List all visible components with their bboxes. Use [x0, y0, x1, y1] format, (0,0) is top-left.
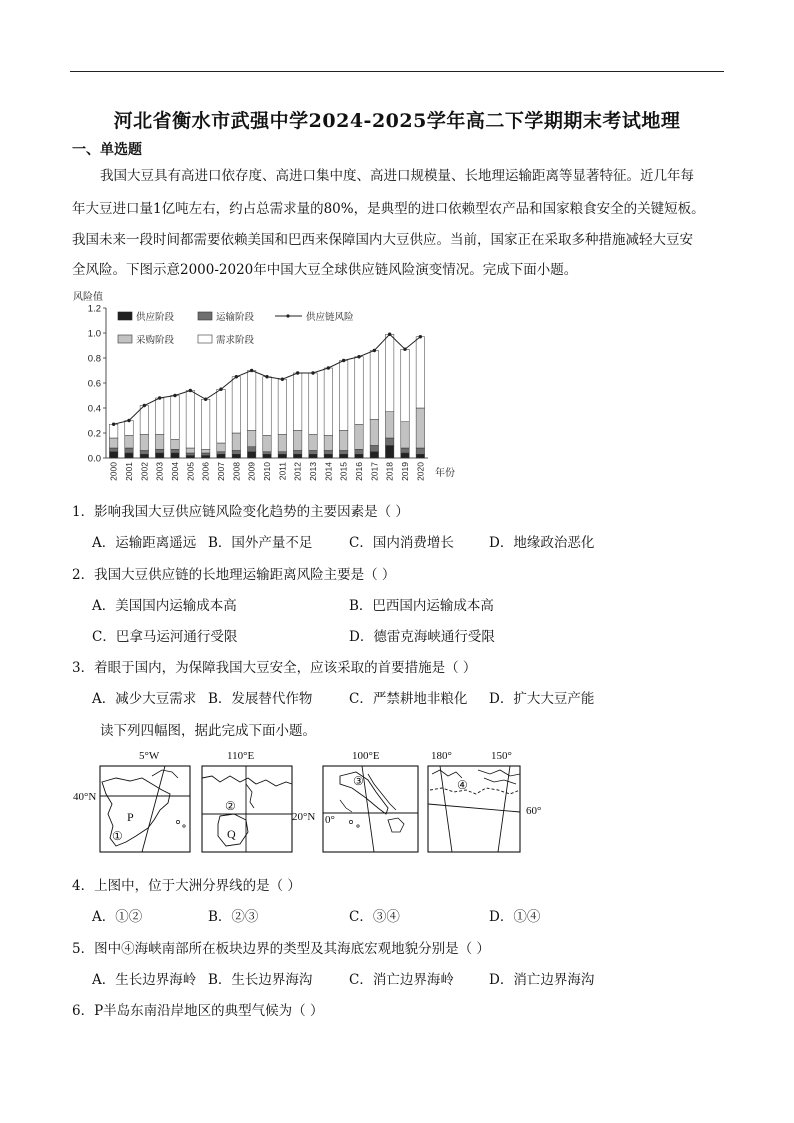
bar-segment [201, 453, 209, 456]
chart-ylabel: 风险值 [73, 292, 103, 303]
q3-option-a[interactable]: A．减少大豆需求 [92, 691, 197, 707]
x-tick-label: 2011 [277, 462, 288, 481]
question-2: 2．我国大豆供应链的长地理运输距离风险主要是（ ） [72, 567, 396, 583]
map1-lon-label: 5°W [139, 750, 160, 762]
q2-option-b[interactable]: B．巴西国内运输成本高 [349, 598, 494, 614]
x-tick-label: 2000 [108, 462, 119, 481]
bar-segment [355, 454, 363, 458]
risk-point [373, 349, 376, 352]
map1-label-p: P [127, 810, 134, 824]
bar-segment [370, 351, 378, 420]
risk-chart [70, 290, 470, 485]
bar-segment [247, 431, 255, 447]
risk-point [388, 333, 391, 336]
bar-segment [309, 451, 317, 455]
section-heading: 一、单选题 [72, 142, 142, 158]
risk-point [127, 419, 130, 422]
bar-segment [125, 453, 133, 458]
question-1: 1．影响我国大豆供应链风险变化趋势的主要因素是（ ） [72, 504, 409, 520]
bar-segment [339, 451, 347, 455]
risk-point [219, 388, 222, 391]
chart-legend [118, 311, 354, 346]
risk-point [265, 375, 268, 378]
x-tick-label: 2018 [384, 462, 395, 481]
risk-point [403, 348, 406, 351]
bar-segment [201, 456, 209, 459]
bar-segment [171, 453, 179, 458]
risk-point [235, 375, 238, 378]
map1-lat-label: 40°N [73, 791, 97, 803]
x-tick-label: 2013 [308, 462, 318, 481]
intro-line-4: 全风险。下图示意2000-2020年中国大豆全球供应链风险演变情况。完成下面小题。 [72, 262, 578, 278]
bar-segment [125, 421, 133, 436]
bar-segment [217, 389, 225, 443]
map3-lon-label: 100°E [352, 750, 380, 762]
maps-intro: 读下列四幅图，据此完成下面小题。 [100, 723, 316, 739]
bar-segment [247, 452, 255, 458]
top-rule [70, 71, 724, 72]
bar-segment [109, 448, 117, 452]
bar-segment [370, 419, 378, 445]
q5-option-a[interactable]: A．生长边界海岭 [92, 972, 197, 988]
y-tick-label: 0.2 [87, 428, 101, 440]
bar-segment [416, 454, 424, 458]
bar-segment [370, 446, 378, 452]
bar-segment [263, 377, 271, 436]
y-tick-label: 0.0 [87, 453, 101, 465]
bar-segment [293, 451, 301, 455]
x-tick-label: 2010 [262, 462, 272, 481]
x-tick-label: 2007 [216, 462, 226, 481]
bar-segment [247, 371, 255, 431]
risk-point [311, 371, 314, 374]
question-4: 4．上图中，位于大洲分界线的是（ ） [72, 878, 301, 894]
x-tick-label: 2020 [415, 462, 426, 481]
x-tick-label: 2004 [170, 462, 180, 481]
bar-segment [278, 452, 286, 455]
map4-label-4: ④ [457, 778, 468, 792]
bar-segment [416, 408, 424, 448]
y-tick-label: 0.6 [87, 378, 101, 390]
q5-option-b[interactable]: B．生长边界海沟 [208, 972, 313, 988]
map2-lat-label: 20°N [292, 811, 316, 823]
risk-point [281, 378, 284, 381]
bar-segment [217, 454, 225, 458]
legend-transport: 运输阶段 [216, 312, 255, 323]
bar-segment [247, 447, 255, 452]
risk-point [204, 398, 207, 401]
bar-segment [324, 436, 332, 451]
bar-segment [324, 454, 332, 458]
bar-segment [171, 439, 179, 449]
chart-xlabel: 年份 [435, 468, 455, 479]
risk-point [357, 355, 360, 358]
bar-segment [140, 406, 148, 435]
bar-segment [155, 398, 163, 434]
bar-segment [385, 446, 393, 459]
bar-segment [155, 453, 163, 458]
map-1-iberia [73, 750, 190, 852]
risk-point [189, 389, 192, 392]
q5-option-d[interactable]: D．消亡边界海沟 [489, 972, 595, 988]
risk-point [143, 404, 146, 407]
x-tick-label: 2001 [124, 462, 134, 481]
bar-segment [324, 451, 332, 455]
bar-segment [309, 373, 317, 434]
bar-segment [339, 454, 347, 458]
bar-segment [263, 454, 271, 458]
risk-point [112, 423, 115, 426]
bar-segment [201, 399, 209, 449]
x-tick-label: 2008 [231, 462, 242, 481]
q1-option-b[interactable]: B．国外产量不足 [208, 535, 313, 551]
risk-point [296, 371, 299, 374]
legend-risk: 供应链风险 [306, 312, 354, 323]
x-tick-label: 2017 [369, 462, 380, 481]
bar-segment [232, 451, 240, 455]
bar-segment [416, 337, 424, 408]
map-2-hainan [202, 750, 315, 852]
bar-segment [324, 368, 332, 436]
map3-label-3: ③ [353, 774, 364, 788]
bar-segment [201, 449, 209, 453]
bar-segment [155, 449, 163, 453]
intro-line-3: 我国未来一段时间都需要依赖美国和巴西来保障国内大豆供应。当前，国家正在采取多种措施减轻大豆安 [72, 232, 693, 248]
four-maps [70, 748, 570, 858]
legend-demand: 需求阶段 [216, 335, 255, 346]
x-tick-label: 2005 [185, 462, 196, 481]
q1-option-c[interactable]: C．国内消费增长 [349, 535, 454, 551]
y-tick-label: 1.2 [87, 303, 101, 315]
bar-segment [278, 379, 286, 434]
map1-label-1: ① [112, 829, 123, 843]
bar-segment [293, 454, 301, 458]
x-tick-label: 2016 [354, 462, 364, 481]
risk-point [250, 369, 253, 372]
bar-segment [232, 454, 240, 458]
map-4-bering [428, 750, 541, 852]
bar-segment [155, 434, 163, 449]
bar-segment [401, 453, 409, 458]
x-tick-label: 2009 [246, 462, 257, 481]
bar-segment [355, 424, 363, 449]
risk-point [327, 366, 330, 369]
question-3: 3．着眼于国内，为保障我国大豆安全，应该采取的首要措施是（ ） [72, 660, 477, 676]
bar-segment [125, 448, 133, 453]
x-tick-label: 2015 [338, 462, 349, 481]
risk-point [173, 394, 176, 397]
legend-marker-risk [286, 314, 289, 317]
bar-segment [416, 448, 424, 454]
map-3-malacca [323, 750, 418, 852]
x-tick-label: 2003 [154, 462, 165, 481]
bar-segment [186, 448, 194, 453]
q1-option-a[interactable]: A．运输距离遥远 [92, 535, 197, 551]
bar-segment [293, 373, 301, 431]
intro-line-2: 年大豆进口量1亿吨左右，约占总需求量的80%，是典型的进口依赖型农产品和国家粮食安全的关键短板。 [72, 201, 705, 217]
q2-option-a[interactable]: A．美国国内运输成本高 [92, 598, 237, 614]
q2-option-d[interactable]: D．德雷克海峡通行受限 [349, 629, 495, 645]
bar-segment [217, 452, 225, 455]
bar-segment [355, 357, 363, 425]
legend-swatch-demand [198, 335, 212, 343]
q3-option-c[interactable]: C．严禁耕地非粮化 [349, 691, 468, 707]
y-tick-label: 0.8 [87, 353, 101, 365]
x-tick-label: 2002 [139, 462, 150, 481]
bar-segment [401, 349, 409, 422]
q3-option-b[interactable]: B．发展替代作物 [208, 691, 313, 707]
risk-point [419, 335, 422, 338]
bar-segment [140, 434, 148, 450]
legend-swatch-procure [118, 335, 132, 343]
risk-point [158, 396, 161, 399]
y-tick-label: 1.0 [87, 328, 101, 340]
x-tick-label: 2014 [323, 462, 334, 481]
bar-segment [232, 433, 240, 451]
bar-segment [309, 454, 317, 458]
bar-segment [109, 424, 117, 438]
bar-segment [401, 422, 409, 448]
bar-segment [278, 454, 286, 458]
bar-segment [109, 452, 117, 458]
bar-segment [109, 438, 117, 448]
question-5: 5．图中④海峡南部所在板块边界的类型及其海底宏观地貌分别是（ ） [72, 941, 490, 957]
legend-swatch-supply [118, 312, 132, 320]
q4-option-c[interactable]: C．③④ [349, 909, 400, 925]
bar-segment [140, 451, 148, 455]
page-title: 河北省衡水市武强中学2024-2025学年高二下学期期末考试地理 [113, 110, 681, 132]
bar-segment [217, 443, 225, 452]
q4-option-d[interactable]: D．①④ [489, 909, 541, 925]
bar-segment [339, 361, 347, 431]
bar-segment [186, 456, 194, 459]
bar-segment [171, 449, 179, 453]
x-tick-label: 2019 [400, 462, 410, 481]
intro-line-1: 我国大豆具有高进口依存度、高进口集中度、高进口规模量、长地理运输距离等显著特征。近几年每 [100, 168, 694, 184]
bar-segment [370, 452, 378, 458]
legend-swatch-transport [198, 312, 212, 320]
q3-option-d[interactable]: D．扩大大豆产能 [489, 691, 595, 707]
question-6: 6．P半岛东南沿岸地区的典型气候为（ ） [72, 1003, 324, 1019]
bar-segment [293, 431, 301, 451]
map2-label-2: ② [225, 799, 236, 813]
bar-segment [385, 334, 393, 412]
bar-segment [385, 438, 393, 446]
map3-lat-label: 0° [325, 814, 335, 826]
x-tick-label: 2006 [200, 462, 211, 481]
map2-lon-label: 110°E [227, 750, 255, 762]
bar-segment [309, 434, 317, 450]
q4-option-b[interactable]: B．②③ [208, 909, 259, 925]
map4-lon-right-label: 150° [491, 750, 512, 762]
q4-option-a[interactable]: A．①② [92, 909, 143, 925]
q2-option-c[interactable]: C．巴拿马运河通行受限 [92, 629, 238, 645]
risk-point [342, 359, 345, 362]
map2-label-q: Q [227, 827, 236, 841]
bar-segment [186, 453, 194, 456]
bar-segment [186, 391, 194, 449]
legend-supply: 供应阶段 [136, 312, 175, 323]
map4-lon-left-label: 180° [431, 750, 452, 762]
q1-option-d[interactable]: D．地缘政治恶化 [489, 535, 595, 551]
bar-segment [125, 436, 133, 449]
map4-lat-label: 60° [526, 805, 542, 817]
bar-segment [385, 412, 393, 438]
bar-segment [232, 377, 240, 433]
bar-segment [140, 454, 148, 458]
q5-option-c[interactable]: C．消亡边界海岭 [349, 972, 454, 988]
bar-segment [401, 448, 409, 453]
legend-procure: 采购阶段 [136, 335, 175, 346]
bar-segment [171, 396, 179, 440]
x-tick-label: 2012 [292, 462, 303, 481]
y-tick-label: 0.4 [87, 403, 101, 415]
bar-segment [339, 431, 347, 451]
bar-segment [263, 436, 271, 452]
bar-segment [263, 452, 271, 455]
bar-segment [278, 434, 286, 452]
bar-segment [355, 449, 363, 454]
